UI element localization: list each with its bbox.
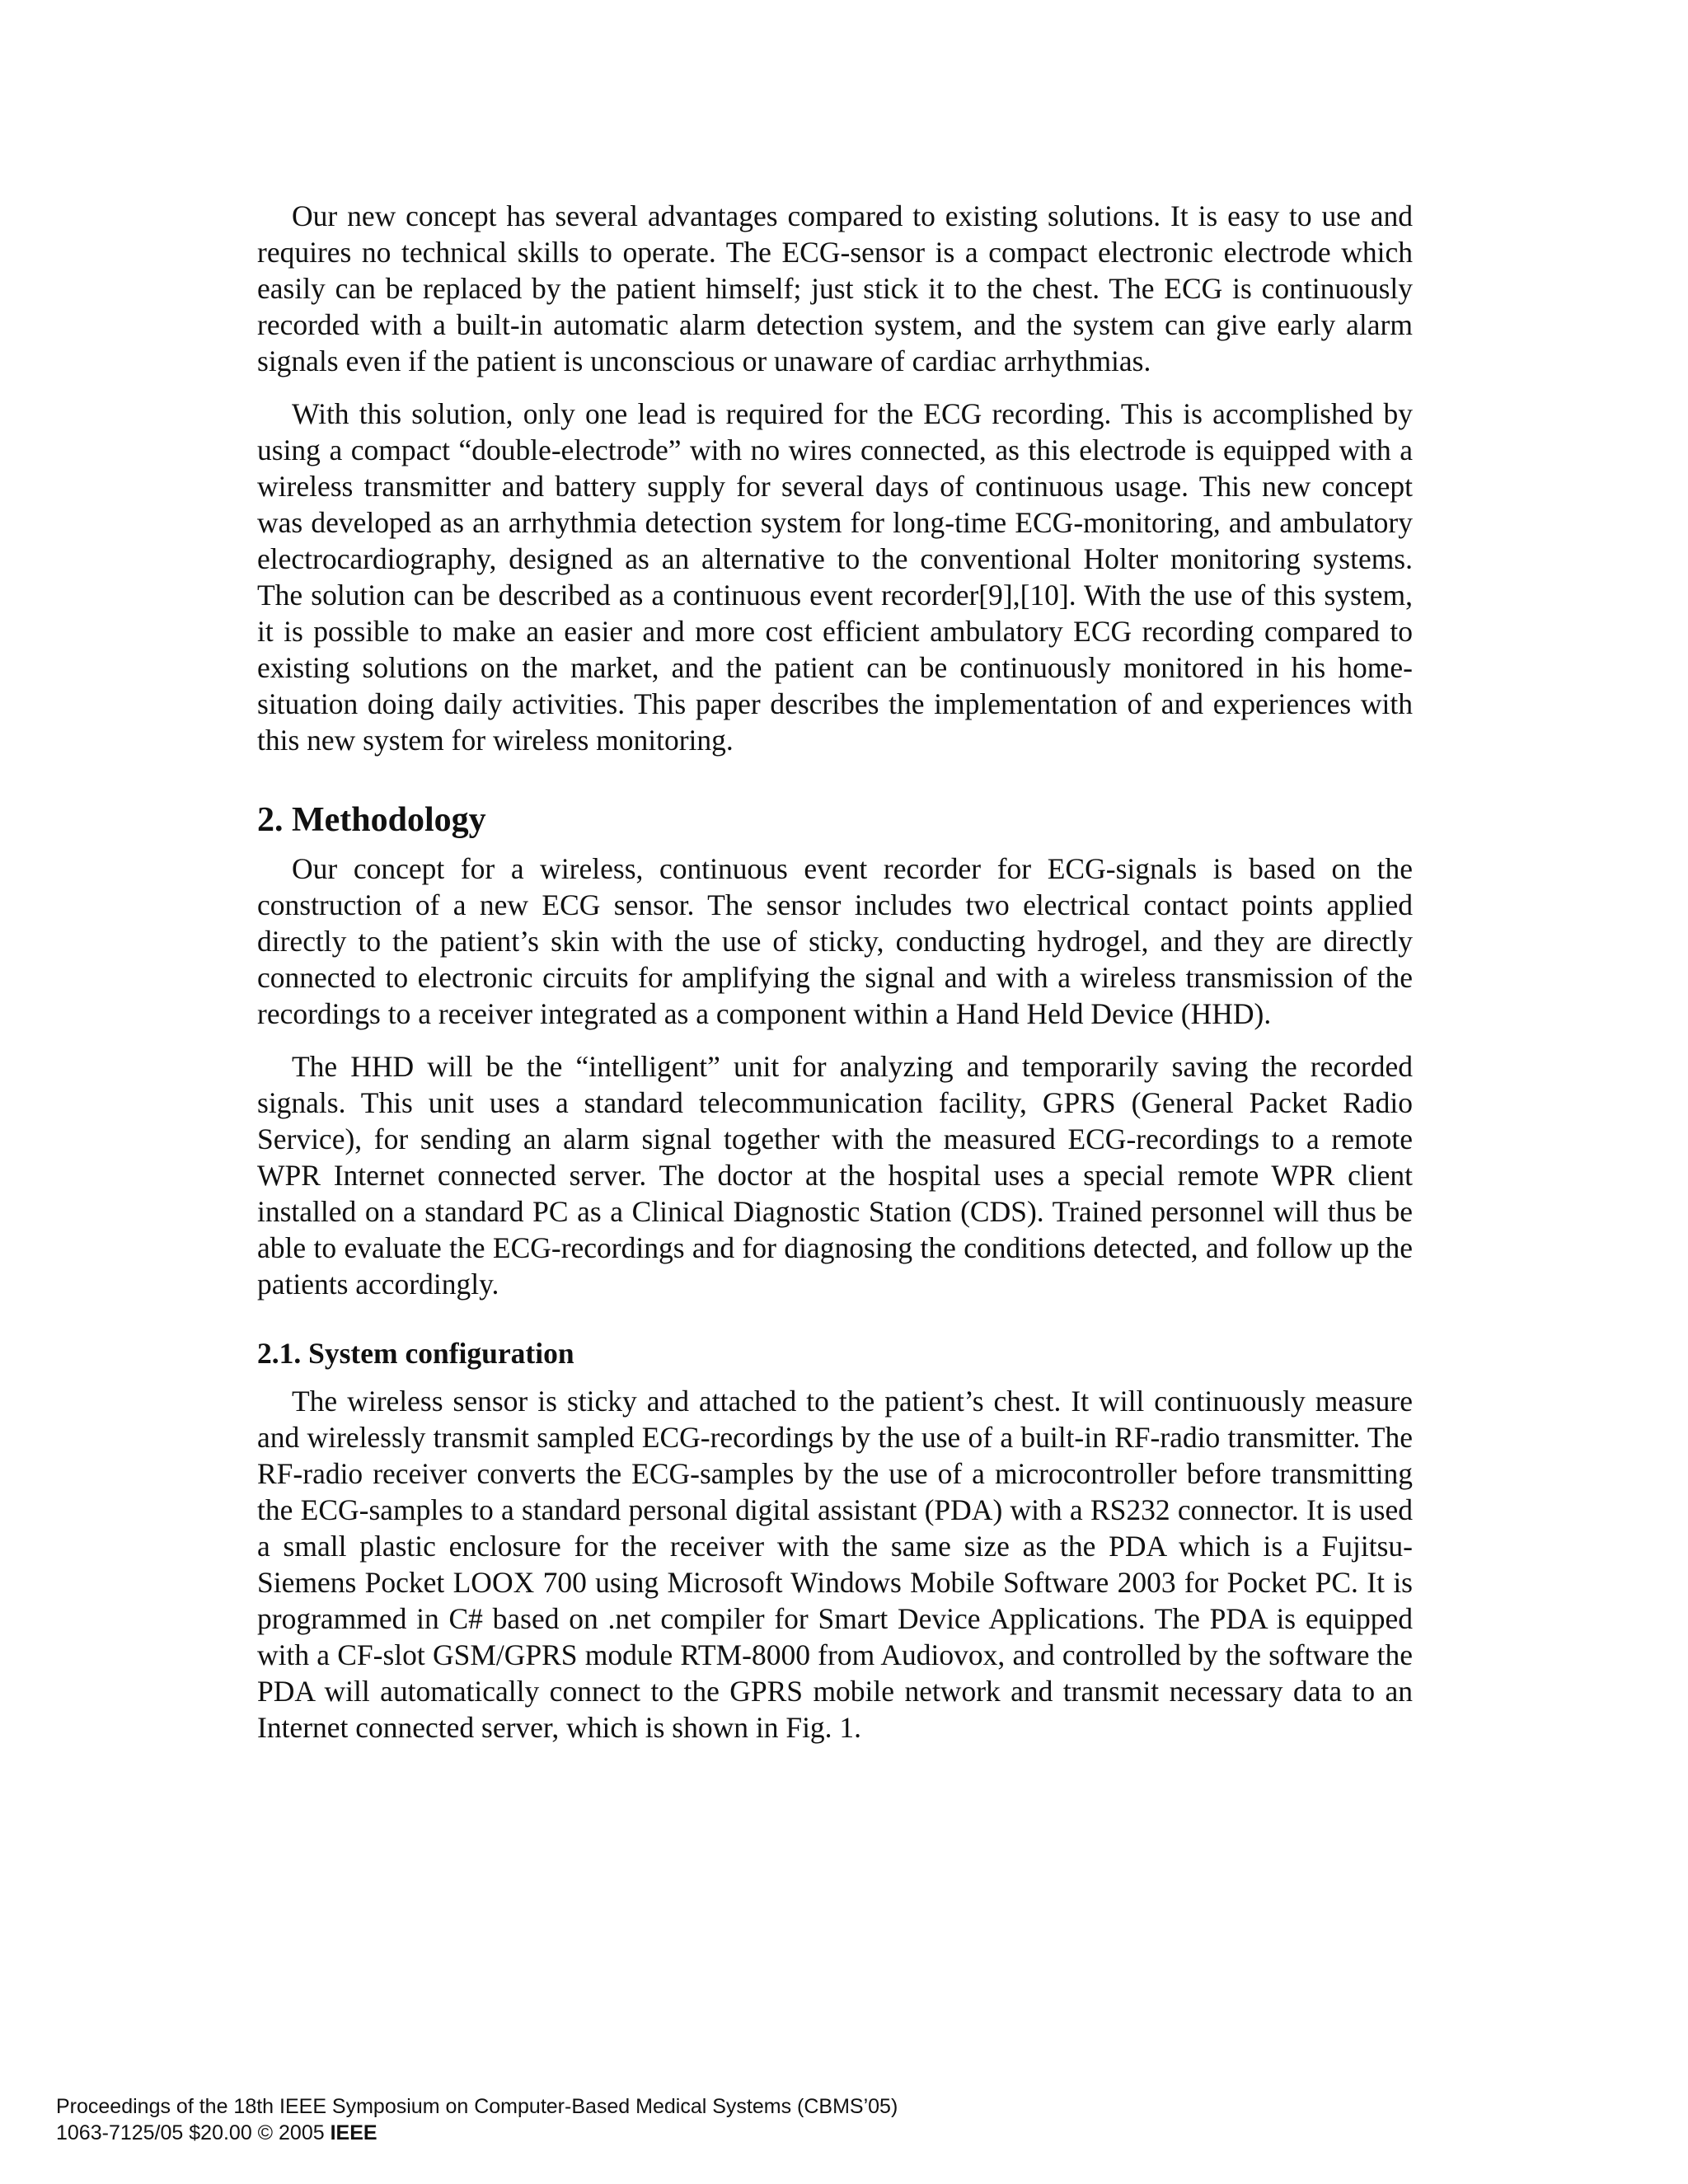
methodology-paragraph: Our concept for a wireless, continuous event recorder for ECG-signals is based on the construction of a new ECG sensor. The sensor includes two electrical contact points applied directly to the patient’s skin with the use of sticky, conducting hydrogel, and they are directly connected to electronic circuits for amplifying the signal and with a wireless transmission of the recordings to a receiver integrated as a component within a Hand Held Device (HHD). xyxy=(257,852,1413,1030)
methodology-paragraph: The HHD will be the “intelligent” unit for analyzing and temporarily saving the recorded signals. This unit uses a standard telecommunication facility, GPRS (General Packet Radio Service), for sending an alarm signal together with the measured ECG-recordings to a remote WPR Internet connected server. The doctor at the hospital uses a special remote WPR client installed on a standard PC as a Clinical Diagnostic Station (CDS). Trained personnel will thus be able to evaluate the ECG-recordings and for diagnosing the conditions detected, and follow up the patients accordingly. xyxy=(257,1050,1413,1301)
page-content xyxy=(257,198,1413,1746)
section-heading-methodology: 2. Methodology xyxy=(257,801,486,839)
footer-publisher: IEEE xyxy=(330,2121,377,2144)
page-footer xyxy=(56,2093,898,2146)
footer-copyright-line xyxy=(56,2120,898,2146)
intro-paragraph: Our new concept has several advantages compared to existing solutions. It is easy to use and requires no technical skills to operate. The ECG-sensor is a compact electronic electrode which easily can be replaced by the patient himself; just stick it to the chest. The ECG is continuously recorded with a built-in automatic alarm detection system, and the system can give early alarm signals even if the patient is unconscious or unaware of cardiac arrhythmias. xyxy=(257,199,1413,377)
intro-paragraph: With this solution, only one lead is required for the ECG recording. This is accomplished by using a compact “double-electrode” with no wires connected, as this electrode is equipped with a wireless transmitter and battery supply for several days of continuous usage. This new concept was developed as an arrhythmia detection system for long-time ECG-monitoring, and ambulatory electrocardiography, designed as an alternative to the conventional Holter monitoring systems. The solution can be described as a continuous event recorder[9],[10]. With the use of this system, it is possible to make an easier and more cost efficient ambulatory ECG recording compared to existing solutions on the market, and the patient can be continuously monitored in his home-situation doing daily activities. This paper describes the implementation of and experiences with this new system for wireless monitoring. xyxy=(257,397,1413,757)
footer-copyright: 1063-7125/05 $20.00 © 2005 xyxy=(56,2121,325,2144)
subsection-heading-system-configuration: 2.1. System configuration xyxy=(257,1337,574,1370)
system-configuration-paragraph: The wireless sensor is sticky and attached to the patient’s chest. It will continuously measure and wirelessly transmit sampled ECG-recordings by the use of a built-in RF-radio transmitter. The RF-radio receiver converts the ECG-samples by the use of a microcontroller before transmitting the ECG-samples to a standard personal digital assistant (PDA) with a RS232 connector. It is used a small plastic enclosure for the receiver with the same size as the PDA which is a Fujitsu-Siemens Pocket LOOX 700 using Microsoft Windows Mobile Software 2003 for Pocket PC. It is programmed in C# based on .net compiler for Smart Device Applications. The PDA is equipped with a CF-slot GSM/GPRS module RTM-8000 from Audiovox, and controlled by the software the PDA will automatically connect to the GPRS mobile network and transmit necessary data to an Internet connected server, which is shown in Fig. 1. xyxy=(257,1385,1413,1744)
footer-proceedings: Proceedings of the 18th IEEE Symposium on Computer-Based Medical Systems (CBMS’05) xyxy=(56,2095,898,2118)
